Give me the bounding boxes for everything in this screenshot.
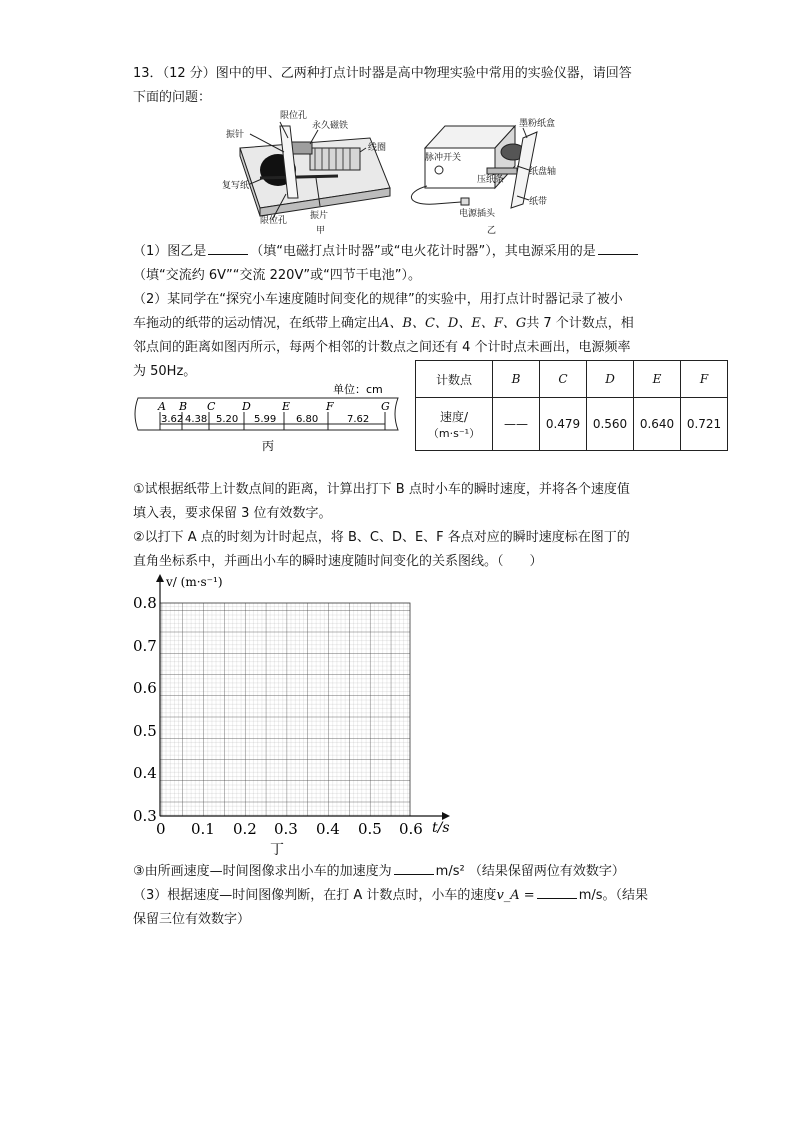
part1-line-2: （填“交流约 6V”“交流 220V”或“四节干电池”）。 <box>133 268 422 283</box>
table-speed-value: 0.479 <box>540 398 587 451</box>
question-intro-1: 图中的甲、乙两种打点计时器是高中物理实验中常用的实验仪器，请回答 <box>215 66 632 81</box>
graph-caption: 丁 <box>270 842 284 858</box>
label-mofen-zhihe: 墨粉纸盒 <box>519 119 556 129</box>
label-yongjiu-citie: 永久磁铁 <box>312 121 349 131</box>
x-tick: 0.3 <box>274 820 298 838</box>
answer-blank-va[interactable] <box>537 886 577 899</box>
label-zhipanzhou: 纸盘轴 <box>529 167 557 177</box>
table-speed-value: 0.640 <box>634 398 681 451</box>
label-zhenpian: 振片 <box>310 211 329 221</box>
x-tick: 0 <box>156 820 166 838</box>
table-header-row <box>416 361 728 398</box>
part3-line-2: 保留三位有效数字） <box>133 912 251 927</box>
part2-line-1: （2）某同学在“探究小车速度随时间变化的规律”的实验中，用打点计时器记录了被小 <box>133 292 623 307</box>
x-tick: 0.1 <box>191 820 215 838</box>
answer-blank-timer-type[interactable] <box>208 242 248 255</box>
grid-area[interactable] <box>160 603 410 816</box>
table-header-point: F <box>681 361 728 398</box>
x-ticks <box>156 820 423 838</box>
table-speed-row <box>416 398 728 451</box>
part3-line-1: （3）根据速度—时间图像判断，在打 A 计数点时，小车的速度v_A = m/s。（结果 <box>133 888 649 903</box>
table-speed-value: 0.560 <box>587 398 634 451</box>
tape-distance: 3.62 <box>161 414 184 425</box>
tape-distance: 6.80 <box>296 414 319 425</box>
tape-caption: 丙 <box>262 439 275 453</box>
y-tick: 0.3 <box>133 807 157 825</box>
tape-point: A <box>158 400 166 413</box>
question-line-2: 下面的问题： <box>133 90 212 105</box>
x-tick: 0.2 <box>233 820 257 838</box>
tape-distance: 5.20 <box>216 414 239 425</box>
table-header-point: E <box>634 361 681 398</box>
tape-unit: 单位：cm <box>333 383 383 396</box>
tape-distance: 7.62 <box>347 414 370 425</box>
question-number: 13 <box>133 66 150 81</box>
q2-2-line-1: ②以打下 A 点的时刻为计时起点，将 B、C、D、E、F 各点对应的瞬时速度标在图丁的 <box>133 530 630 545</box>
speed-table <box>415 360 728 451</box>
label-xianquan: 线圈 <box>368 143 387 153</box>
x-axis-label: t/s <box>432 820 450 836</box>
x-tick: 0.5 <box>358 820 382 838</box>
y-tick: 0.6 <box>133 679 157 697</box>
y-tick: 0.4 <box>133 764 157 782</box>
y-axis-label: v/ (m·s⁻¹) <box>166 575 223 589</box>
label-fuxiezhi: 复写纸 <box>222 181 250 191</box>
y-tick: 0.8 <box>133 594 157 612</box>
table-header-point: C <box>540 361 587 398</box>
x-tick: 0.4 <box>316 820 340 838</box>
answer-blank-acceleration[interactable] <box>394 862 434 875</box>
caption-jia: 甲 <box>316 226 326 236</box>
y-ticks <box>133 594 157 825</box>
table-header-point: B <box>493 361 540 398</box>
tape-point: C <box>207 400 216 413</box>
q2-1-line-1: ①试根据纸带上计数点间的距离，计算出打下 B 点时小车的瞬时速度，并将各个速度值 <box>133 482 630 497</box>
q2-2-line-2: 直角坐标系中，并画出小车的瞬时速度随时间变化的关系图线。（ ） <box>133 554 543 569</box>
figure-tape <box>130 378 405 458</box>
part1-line-1: （1）图乙是 （填“电磁打点计时器”或“电火花计时器”），其电源采用的是 <box>133 242 640 262</box>
tape-point: D <box>242 400 251 413</box>
label-dianyuan-chatou: 电源插头 <box>459 209 496 219</box>
part2-line-2: 车拖动的纸带的运动情况，在纸带上确定出A、B、C、D、E、F、G共 7 个计数点，相 <box>133 316 634 331</box>
y-tick: 0.7 <box>133 637 157 655</box>
tape-distance: 5.99 <box>254 414 277 425</box>
tape-distance: 4.38 <box>185 414 208 425</box>
q2-3-line: ③由所画速度—时间图像求出小车的加速度为 m/s² （结果保留两位有效数字） <box>133 864 625 879</box>
tape-point: E <box>282 400 291 413</box>
points-list: A、B、C、D、E、F、G <box>380 316 527 331</box>
vt-graph[interactable] <box>120 568 460 858</box>
tape-point: B <box>179 400 188 413</box>
table-header-point: D <box>587 361 634 398</box>
va-symbol: v_A = <box>496 888 535 903</box>
question-line-1: 13．（12 分）图中的甲、乙两种打点计时器是高中物理实验中常用的实验仪器，请回答 <box>133 66 632 81</box>
tape-point: G <box>381 400 390 413</box>
label-zhidai: 纸带 <box>529 197 548 207</box>
table-speed-value: 0.721 <box>681 398 728 451</box>
answer-blank-power-source[interactable] <box>598 242 638 255</box>
question-points: （12 分） <box>162 66 216 81</box>
x-tick: 0.6 <box>399 820 423 838</box>
label-xianweikong-bottom: 限位孔 <box>260 216 288 226</box>
label-zhenzhen: 振针 <box>226 130 245 140</box>
table-speed-b-cell[interactable]: —— <box>493 398 540 451</box>
label-xianweikong-top: 限位孔 <box>280 111 308 121</box>
figure-jia <box>220 108 400 236</box>
y-tick: 0.5 <box>133 722 157 740</box>
label-maichong-kaiguan: 脉冲开关 <box>425 153 462 163</box>
figure-yi <box>405 108 575 236</box>
table-header-label: 计数点 <box>416 361 493 398</box>
caption-yi: 乙 <box>487 226 497 236</box>
tape-point: F <box>326 400 334 413</box>
part2-line-4: 为 50Hz。 <box>133 364 197 379</box>
table-speed-label: 速度/ （m·s⁻¹） <box>416 398 493 451</box>
q2-1-line-2: 填入表，要求保留 3 位有效数字。 <box>133 506 332 521</box>
label-yazhitiao: 压纸条 <box>477 175 505 185</box>
part2-line-3: 邻点间的距离如图丙所示，每两个相邻的计数点之间还有 4 个计时点未画出，电源频率 <box>133 340 631 355</box>
